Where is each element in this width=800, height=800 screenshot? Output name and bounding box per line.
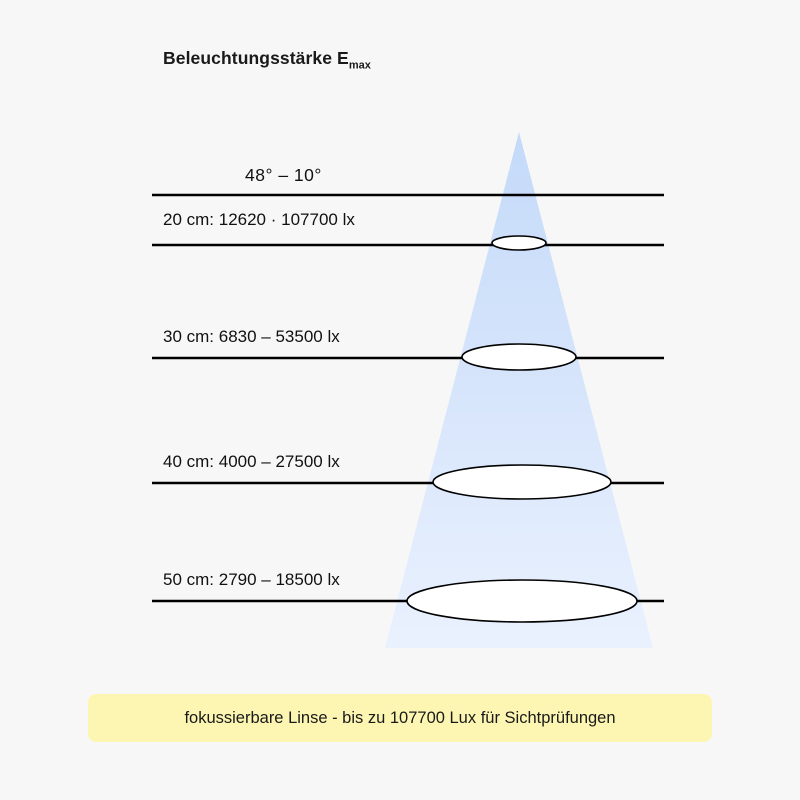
caption-banner bbox=[88, 694, 712, 742]
row-label-30cm: 30 cm: 6830 – 53500 lx bbox=[163, 327, 340, 346]
page-title-subscript: max bbox=[348, 59, 371, 72]
beam-cross-section-50cm bbox=[407, 580, 637, 622]
caption-text: fokussierbare Linse - bis zu 107700 Lux für Sichtprüfungen bbox=[184, 708, 616, 727]
row-label-40cm: 40 cm: 4000 – 27500 lx bbox=[163, 452, 340, 471]
beam-cross-section-20cm bbox=[492, 236, 546, 250]
page-title-main: Beleuchtungsstärke E bbox=[163, 48, 349, 68]
light-beam-cone bbox=[385, 132, 653, 648]
beam-cross-section-40cm bbox=[433, 465, 611, 499]
beam-angle-label: 48° – 10° bbox=[245, 165, 322, 185]
beam-cross-section-30cm bbox=[462, 344, 576, 370]
row-label-20cm: 20 cm: 12620 · 107700 lx bbox=[163, 210, 355, 229]
row-label-50cm: 50 cm: 2790 – 18500 lx bbox=[163, 570, 340, 589]
